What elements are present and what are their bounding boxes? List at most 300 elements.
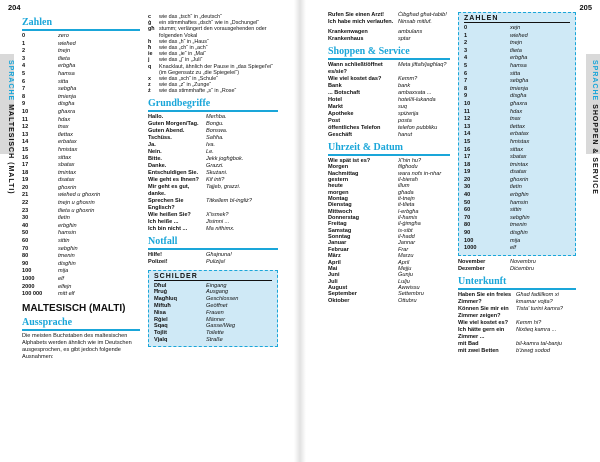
- right-col-1: [328, 12, 450, 304]
- entry-term: Vjalq: [154, 337, 168, 344]
- entry-term: 50: [464, 199, 471, 206]
- list-item: [22, 246, 140, 254]
- entry-term: Ja.: [148, 141, 156, 148]
- entry-term: 14: [464, 131, 471, 138]
- entry-term: 13: [464, 123, 471, 130]
- entry-term: 80: [22, 253, 29, 260]
- entry-translation: is-sibt: [398, 227, 413, 234]
- entry-translation: Lulju: [398, 278, 410, 285]
- list-item: [328, 12, 450, 19]
- entry-translation: ein stimmhaftes „dsch“ wie in „Dschungel“: [159, 20, 260, 27]
- entry-term: 13: [22, 131, 29, 138]
- entry-term: Juni: [328, 272, 340, 279]
- entry-term: Rġiel: [154, 316, 168, 323]
- list-item: [464, 147, 570, 155]
- entry-translation: ambulans: [398, 29, 423, 35]
- entry-term: 0: [22, 33, 26, 39]
- entry-term: h: [148, 38, 152, 45]
- entry-term: Ich habe mich verlaufen.: [328, 19, 394, 25]
- section-title-grundbegriffe: Grundbegriffe: [148, 98, 278, 112]
- entry-translation: tnejn: [510, 40, 523, 47]
- list-item: [22, 56, 140, 64]
- entry-term: 11: [22, 116, 28, 123]
- entry-translation: sbatax: [510, 154, 527, 161]
- section-title-zahlen: Zahlen: [22, 17, 140, 31]
- entry-translation: Eingang: [206, 282, 227, 289]
- entry-translation: erbgħa: [58, 63, 76, 70]
- entry-translation: zero: [58, 33, 69, 39]
- entry-term: September: [328, 291, 357, 298]
- unterkunft-list: [458, 292, 576, 355]
- entry-translation: sebgħin: [510, 214, 530, 221]
- entry-translation: Bonswa.: [206, 127, 228, 134]
- entry-term: Mir geht es gut, danke.: [148, 183, 190, 197]
- entry-translation: sbatax: [58, 162, 75, 169]
- entry-term: 12: [22, 124, 29, 131]
- list-item: [328, 104, 450, 111]
- list-item: [148, 128, 278, 135]
- entry-term: Februar: [328, 246, 349, 253]
- entry-translation: tletin: [510, 184, 522, 191]
- list-item: [464, 131, 570, 139]
- entry-term: Danke.: [148, 162, 167, 169]
- list-item: [328, 111, 450, 118]
- entry-term: 30: [464, 184, 471, 191]
- entry-term: 100: [22, 268, 32, 275]
- list-item: [148, 142, 278, 149]
- notfall-list: [148, 252, 278, 266]
- list-item: [148, 259, 278, 266]
- entry-term: c: [148, 14, 151, 20]
- entry-translation: tnejn: [58, 48, 71, 55]
- entry-translation: bil-kamra tal-banju: [516, 340, 563, 347]
- list-item: [22, 124, 140, 132]
- list-item: [464, 154, 570, 162]
- list-item: [464, 48, 570, 56]
- list-item: [148, 156, 278, 163]
- entry-term: Hilfe!: [148, 251, 162, 258]
- list-item: [464, 40, 570, 48]
- list-item: [148, 177, 278, 184]
- entry-translation: tnax: [510, 116, 521, 123]
- entry-translation: sitta: [510, 70, 521, 77]
- entry-term: August: [328, 284, 348, 291]
- entry-translation: ħdax: [58, 116, 71, 123]
- entry-translation: sitta: [58, 78, 69, 85]
- entry-term: Entschuldigen Sie.: [148, 169, 199, 176]
- list-item: [328, 118, 450, 125]
- entry-term: 18: [22, 169, 29, 176]
- entry-translation: April: [398, 259, 410, 266]
- entry-translation: tlieta u għoxrin: [58, 207, 95, 214]
- entry-translation: ħmistax: [58, 146, 78, 153]
- entry-translation: Frauen: [206, 309, 224, 316]
- list-item: [328, 19, 450, 26]
- entry-term: Dħul: [154, 282, 167, 289]
- entry-translation: X'hin hu?: [398, 158, 422, 164]
- list-item: [458, 292, 576, 306]
- list-item: [464, 33, 570, 41]
- entry-term: 2: [464, 40, 468, 47]
- list-item: [328, 125, 450, 132]
- list-item: [22, 253, 140, 261]
- list-item: [148, 212, 278, 219]
- entry-term: 6: [22, 78, 26, 85]
- entry-translation: tnax: [58, 124, 69, 131]
- entry-translation: l-erbgħa: [398, 208, 419, 215]
- entry-term: Tschüss.: [148, 134, 172, 141]
- list-item: [464, 109, 570, 117]
- section-title-shoppen: Shoppen & Service: [328, 46, 450, 60]
- entry-term: 30: [22, 215, 29, 222]
- entry-term: Hallo.: [148, 113, 164, 120]
- list-item: [464, 55, 570, 63]
- schilder-box: [148, 270, 278, 347]
- list-item: [22, 79, 140, 87]
- entry-term: April: [328, 259, 341, 266]
- entry-term: Markt: [328, 104, 343, 110]
- entry-term: Juli: [328, 278, 338, 285]
- entry-term: 8: [464, 85, 468, 92]
- entry-translation: dsatax: [510, 169, 527, 176]
- entry-term: 1: [22, 40, 26, 47]
- entry-term: Geschäft: [328, 132, 352, 138]
- entry-term: 40: [464, 192, 471, 199]
- list-item: [148, 252, 278, 259]
- entry-term: 21: [22, 192, 29, 199]
- entry-translation: sebgħa: [58, 86, 77, 93]
- list-item: [22, 33, 140, 41]
- entry-term: z: [148, 82, 151, 89]
- entry-translation: wie das „z“ in „Zunge“: [159, 82, 212, 89]
- list-item: [22, 94, 140, 102]
- entry-term: Donnerstag: [328, 215, 360, 222]
- entry-translation: Għajnuna!: [206, 251, 232, 258]
- entry-term: q: [148, 63, 152, 70]
- entry-translation: tnejn u għoxrin: [58, 200, 95, 207]
- entry-translation: erbatax: [510, 131, 529, 138]
- grundbegriffe-list: [148, 114, 278, 233]
- list-item: [148, 114, 278, 121]
- entry-term: heute: [328, 183, 343, 190]
- entry-translation: tmintax: [510, 161, 529, 168]
- list-item: [148, 198, 278, 212]
- entry-term: mit zwei Betten: [458, 347, 499, 354]
- entry-translation: għoxrin: [58, 184, 77, 191]
- entry-translation: Awwissu: [398, 284, 420, 291]
- entry-term: ... Botschaft: [328, 90, 361, 96]
- entry-term: Rufen Sie einen Arzt!: [328, 12, 385, 18]
- entry-term: Wie viel kostet das?: [328, 76, 382, 82]
- list-item: [328, 29, 450, 36]
- entry-term: 4: [464, 55, 468, 62]
- entry-term: 3: [22, 55, 26, 62]
- entry-term: ie: [148, 51, 153, 58]
- entry-term: 20: [464, 176, 471, 183]
- list-item: [22, 268, 140, 276]
- entry-term: Januar: [328, 240, 347, 247]
- entry-term: 5: [464, 62, 468, 69]
- list-item: [148, 149, 278, 156]
- entry-translation: Bonġu.: [206, 120, 224, 127]
- entry-term: 12: [464, 116, 471, 123]
- entry-term: 10: [464, 100, 471, 107]
- list-item: [148, 170, 278, 177]
- list-item: [22, 63, 140, 71]
- entry-term: Sqaq: [154, 323, 168, 330]
- entry-term: Miftuħ: [154, 303, 171, 310]
- entry-term: Krankenwagen: [328, 29, 368, 35]
- list-item: [22, 215, 140, 223]
- list-item: [458, 320, 576, 327]
- entry-translation: wie das „j“ in „Juli“: [159, 57, 203, 64]
- list-item: [148, 88, 278, 94]
- entry-translation: għaxra: [510, 100, 528, 107]
- left-col-2: [148, 14, 278, 347]
- list-item: [464, 215, 570, 223]
- entry-translation: tmenin: [510, 222, 527, 229]
- entry-term: Tojlit: [154, 330, 167, 337]
- list-item: [22, 177, 140, 185]
- list-item: [464, 192, 570, 200]
- entry-term: 60: [22, 238, 29, 245]
- entry-term: Wann schließt/öffnet es/sie?: [328, 62, 383, 75]
- entry-translation: wie das stimmhafte „s“ in „Rose“: [159, 88, 237, 95]
- schilder-list: [154, 283, 272, 344]
- entry-term: 1000: [22, 276, 35, 282]
- list-item: [458, 306, 576, 320]
- entry-term: Nisa: [154, 309, 166, 316]
- entry-translation: tmenin: [58, 253, 75, 260]
- entry-term: Krankenhaus: [328, 36, 364, 42]
- entry-term: März: [328, 253, 341, 260]
- entry-term: öffentliches Telefon: [328, 125, 381, 131]
- entry-translation: Geschlossen: [206, 296, 239, 303]
- list-item: [148, 121, 278, 128]
- entry-term: 16: [22, 154, 29, 161]
- entry-translation: ħmistax: [510, 138, 530, 145]
- language-title: MALTESISCH (MALTI): [22, 302, 126, 314]
- entry-translation: erbatax: [58, 139, 77, 146]
- entry-translation: filgħodu: [398, 164, 418, 171]
- entry-term: 17: [464, 154, 471, 161]
- entry-translation: tmienja: [58, 93, 77, 100]
- list-item: [22, 223, 140, 231]
- entry-translation: erbgħin: [510, 192, 529, 199]
- entry-translation: mija: [58, 268, 69, 275]
- entry-term: 19: [464, 169, 471, 176]
- entry-term: mit Bad: [458, 340, 479, 347]
- entry-translation: disgħin: [510, 230, 528, 237]
- entry-translation: il-bieraħ: [398, 177, 418, 184]
- entry-term: morgen: [328, 189, 349, 196]
- list-item: [148, 64, 278, 76]
- entry-term: 9: [22, 101, 26, 108]
- entry-translation: Grazzi.: [206, 162, 224, 169]
- entry-term: Magħluq: [154, 296, 177, 303]
- entry-translation: erbgħin: [58, 222, 77, 229]
- entry-translation: Frar: [398, 246, 409, 253]
- entry-term: 50: [22, 230, 29, 237]
- list-item: [464, 63, 570, 71]
- entry-term: 0: [464, 25, 468, 31]
- entry-translation: tmintax: [58, 169, 77, 176]
- entry-term: għ: [148, 26, 155, 33]
- entry-term: x: [148, 76, 151, 83]
- section-title-notfall: Notfall: [148, 236, 278, 250]
- list-item: [464, 93, 570, 101]
- entry-translation: spiżerija: [398, 111, 419, 117]
- entry-term: Freitag: [328, 221, 347, 228]
- list-item: [22, 147, 140, 155]
- entry-term: 70: [22, 245, 29, 252]
- entry-term: Oktober: [328, 297, 350, 304]
- section-title-unterkunft: Unterkunft: [458, 276, 576, 290]
- entry-translation: wieħed u għoxrin: [58, 192, 101, 199]
- list-item: [464, 169, 570, 177]
- list-item: [464, 86, 570, 94]
- entry-translation: posta: [398, 118, 412, 124]
- entry-translation: mija: [510, 237, 521, 244]
- list-item: [22, 200, 140, 208]
- entry-translation: Ausgang: [206, 289, 229, 296]
- entry-translation: disgħa: [58, 101, 75, 108]
- zahlen-box-title: ZAHLEN: [464, 15, 570, 23]
- entry-translation: Gasse/Weg: [206, 323, 236, 330]
- entry-translation: ħdax: [510, 108, 523, 115]
- list-item: [22, 101, 140, 109]
- entry-term: Haben Sie ein freies Zimmer?: [458, 291, 512, 305]
- entry-translation: il-ħadd: [398, 234, 415, 241]
- entry-translation: wieħed: [510, 32, 528, 39]
- pronunciation-list: [148, 14, 278, 95]
- list-item: [148, 163, 278, 170]
- entry-translation: X'ismek?: [206, 211, 229, 218]
- entry-translation: ħamsin: [510, 199, 529, 206]
- entry-term: ħ: [148, 45, 152, 52]
- list-item: [22, 261, 140, 269]
- list-item: [154, 337, 272, 344]
- list-item: [464, 177, 570, 185]
- entry-translation: hotel/il-lukanda: [398, 97, 436, 103]
- entry-term: Mittwoch: [328, 208, 353, 215]
- entry-translation: Ottubru: [398, 297, 417, 304]
- list-item: [148, 184, 278, 198]
- list-item: [328, 62, 450, 76]
- list-item: [464, 101, 570, 109]
- list-item: [22, 208, 140, 216]
- entry-translation: Kemm?: [398, 76, 418, 82]
- entry-translation: tlieta: [510, 47, 522, 54]
- entry-translation: wieħed: [58, 40, 76, 47]
- list-item: [464, 184, 570, 192]
- list-item: [328, 298, 450, 304]
- entry-term: ġ: [148, 20, 152, 27]
- entry-translation: Jisimni ...: [206, 218, 230, 225]
- entry-term: 1: [464, 32, 468, 39]
- list-item: [464, 245, 570, 253]
- entry-term: 16: [464, 146, 471, 153]
- list-item: [464, 200, 570, 208]
- entry-translation: suq: [398, 104, 408, 110]
- list-item: [464, 162, 570, 170]
- entry-term: 9: [464, 93, 468, 100]
- list-item: [154, 310, 272, 317]
- entry-term: 18: [464, 161, 471, 168]
- shoppen-list: [328, 62, 450, 139]
- entry-translation: sittax: [510, 146, 524, 153]
- entry-translation: ħamsa: [58, 70, 75, 77]
- entry-term: 10: [22, 108, 29, 115]
- list-item: [154, 303, 272, 310]
- entry-translation: illum: [398, 183, 410, 190]
- list-item: [464, 230, 570, 238]
- entry-term: Ħruġ: [154, 289, 168, 296]
- entry-translation: Geöffnet: [206, 303, 228, 310]
- entry-term: 2000: [22, 283, 35, 290]
- list-item: [464, 71, 570, 79]
- zahlen-box-list: [464, 25, 570, 253]
- list-item: [22, 170, 140, 178]
- list-item: [328, 83, 450, 90]
- list-item: [154, 296, 272, 303]
- entry-translation: għoxrin: [510, 176, 529, 183]
- entry-translation: Tajjeb, grazzi.: [206, 183, 241, 190]
- entry-translation: Straße: [206, 337, 223, 344]
- entry-translation: Merħba.: [206, 113, 227, 120]
- entry-translation: wie das „ch“ in „ach“: [159, 45, 208, 52]
- entry-translation: Novembru: [510, 258, 536, 265]
- entry-translation: wara nofs in-nhar: [398, 170, 442, 177]
- list-item: [464, 207, 570, 215]
- entry-term: 40: [22, 222, 29, 229]
- entry-translation: disgħin: [58, 260, 76, 267]
- entry-translation: Marzu: [398, 253, 414, 260]
- emergency-continued-list: [328, 12, 450, 26]
- entry-term: Ich heiße ...: [148, 218, 179, 225]
- entry-translation: erbgħa: [510, 55, 528, 62]
- aussprache-intro: Die meisten Buchstaben des maltesischen Alphabets werden ähnlich wie im Deutschen ausgesprochen, es gibt jedoch folgende Ausnahmen:: [22, 332, 132, 360]
- entry-term: 8: [22, 93, 26, 100]
- entry-translation: il-ġimgħa: [398, 221, 421, 228]
- entry-translation: Kemm hi?: [516, 319, 542, 326]
- zahlen-box: [458, 12, 576, 256]
- entry-translation: Iva.: [206, 141, 216, 148]
- entry-term: Können Sie mir ein Zimmer zeigen?: [458, 305, 509, 319]
- entry-term: 14: [22, 139, 29, 146]
- list-item: [154, 317, 272, 324]
- list-item: [154, 283, 272, 290]
- entry-term: 5: [22, 70, 26, 77]
- entry-translation: tmienja: [510, 85, 529, 92]
- list-item: [328, 132, 450, 139]
- entry-translation: mitt elf: [58, 291, 75, 298]
- entry-term: 2: [22, 48, 26, 55]
- entry-term: Wie heißen Sie?: [148, 211, 191, 218]
- entry-term: Ich hätte gern ein Zimmer ...: [458, 326, 505, 340]
- list-item: [22, 162, 140, 170]
- entry-term: Bank: [328, 83, 342, 89]
- entry-term: 6: [464, 70, 468, 77]
- entry-term: November: [458, 258, 486, 265]
- entry-translation: elfejn: [58, 283, 72, 290]
- list-item: [22, 155, 140, 163]
- entry-translation: it-tnejn: [398, 196, 415, 203]
- entry-term: Ich bin nicht ...: [148, 225, 188, 232]
- list-item: [22, 185, 140, 193]
- entry-term: 60: [464, 207, 471, 214]
- list-item: [458, 327, 576, 341]
